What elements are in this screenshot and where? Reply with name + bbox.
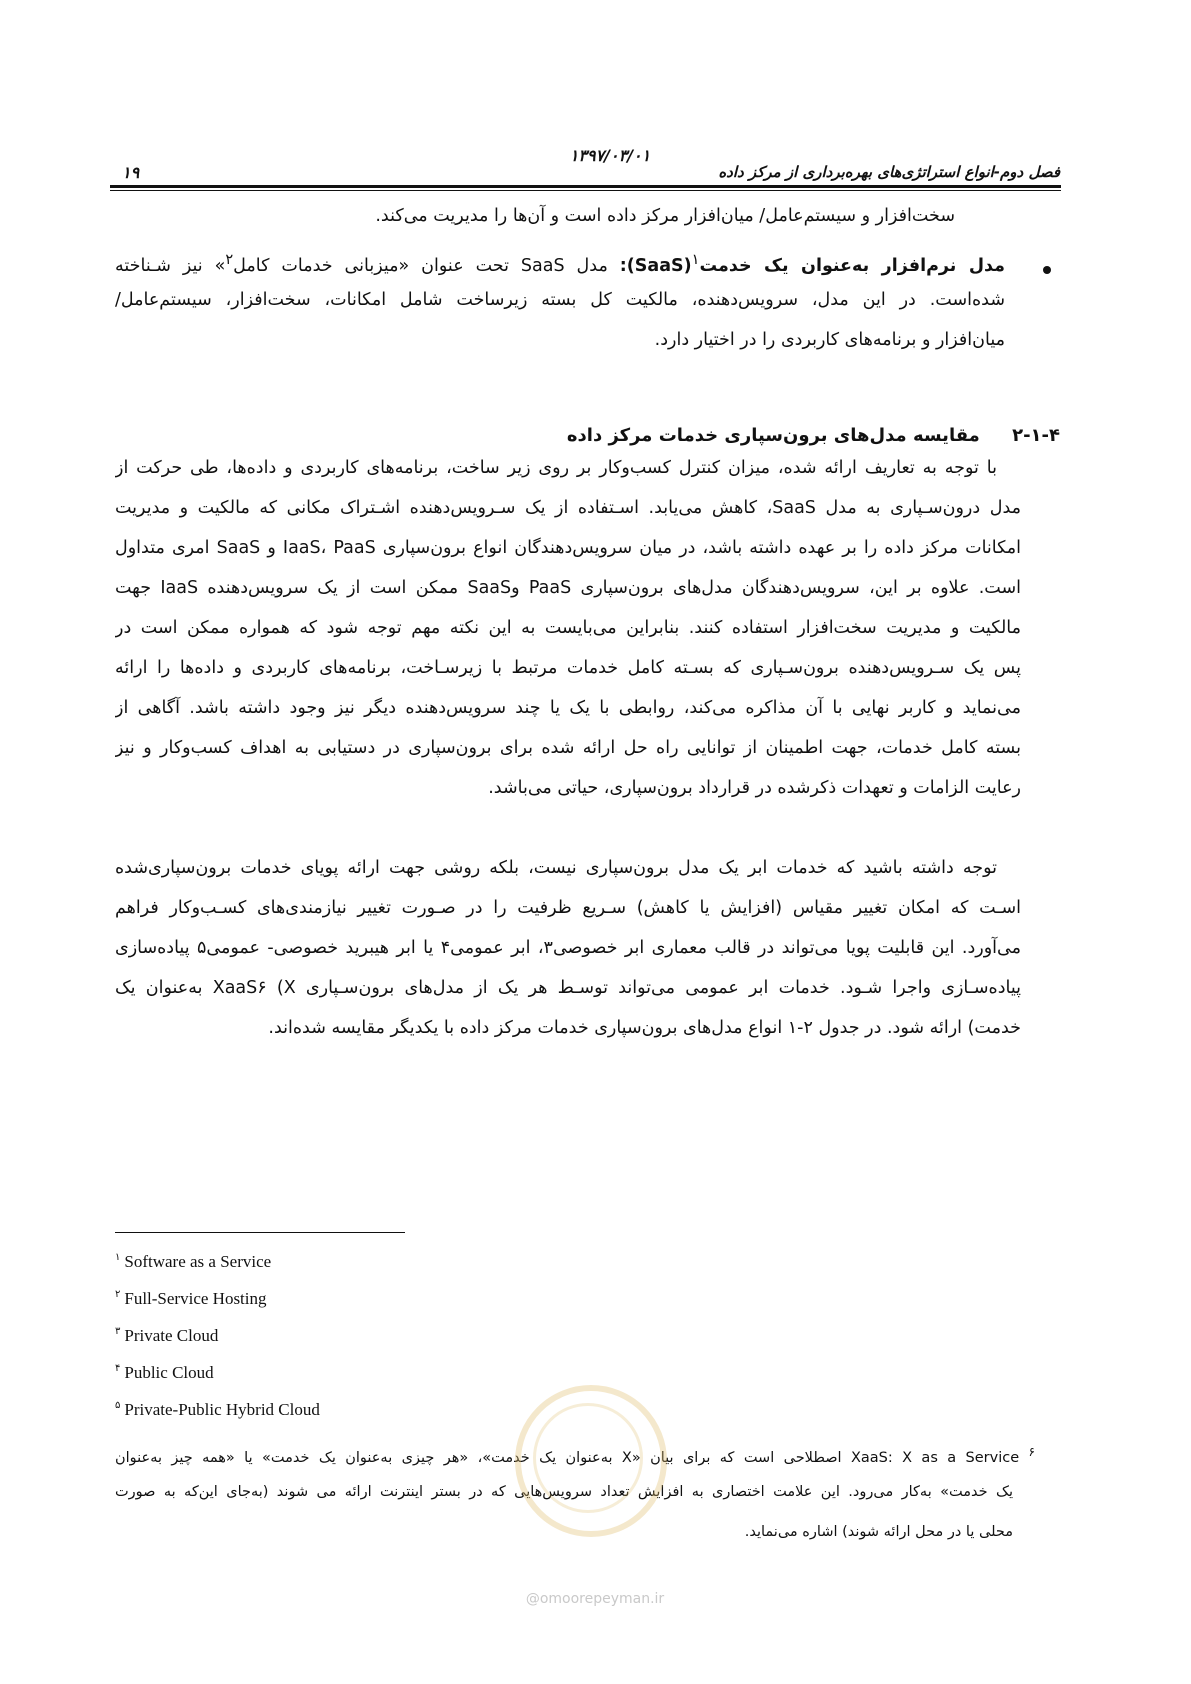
- footnote-ref: ۲: [225, 251, 234, 268]
- footnote-text: Full-Service Hosting: [124, 1289, 267, 1308]
- p2-line: اسـت که امکان تغییر مقیاس (افزایش یا کاهش) سـریع ظرفیت را در صـورت تغییر نیازمندی‌های کسـب‌وکار فراهم: [115, 898, 1021, 918]
- paragraph-1: [115, 448, 1021, 808]
- section-heading: [567, 425, 1060, 446]
- bullet-item-saas: [115, 240, 1035, 360]
- header-chapter-title: فصل دوم-انواع استراتژی‌های بهره‌برداری از مرکز داده: [718, 163, 1060, 181]
- watermark-logo: [515, 1385, 667, 1537]
- bullet-line-2: شده‌است. در این مدل، سرویس‌دهنده، مالکیت کل بسته زیرساخت شامل امکانات، سخت‌افزار، سیستم‌عامل/: [115, 290, 1005, 310]
- bullet-abbr: (SaaS):: [619, 255, 692, 276]
- bullet-term: مدل نرم‌افزار به‌عنوان یک خدمت: [699, 255, 1005, 276]
- section-number: ۲-۱-۴: [1012, 425, 1060, 446]
- paragraph-continuation: [115, 196, 1015, 236]
- bullet-line-3: میان‌افزار و برنامه‌های کاربردی را در اختیار دارد.: [654, 330, 1005, 350]
- footnote-number: ۱: [115, 1252, 121, 1264]
- watermark-site: @omoorepeyman.ir: [525, 1591, 665, 1607]
- footnote-separator: [115, 1232, 405, 1233]
- p2-line: خدمت) ارائه شود. در جدول ۲-۱ انواع مدل‌های برون‌سپاری خدمات مرکز داده با یکدیگر مقایسه شده‌اند.: [268, 1018, 1021, 1038]
- header-rule-thick: [110, 185, 1061, 188]
- header-rule-thin: [110, 190, 1061, 191]
- p1-line: مالکیت و مدیریت سخت‌افزار استفاده کنند. بنابراین می‌بایست به این نکته مهم توجه شود که همواره ممکن است در: [115, 618, 1021, 638]
- p2-line: پیاده‌سـازی واجرا شـود. خدمات ابر عمومی می‌تواند توسـط هر یک از مدل‌های برون‌سـپاری XaaS۶ (X به‌عنوان یک: [115, 978, 1021, 998]
- text-line: سخت‌افزار و سیستم‌عامل/ میان‌افزار مرکز داده است و آن‌ها را مدیریت می‌کند.: [375, 206, 955, 226]
- p1-line: با توجه به تعاریف ارائه شده، میزان کنترل کسب‌وکار بر روی زیر ساخت، برنامه‌های کاربردی و داده‌ها، طی حرکت از: [115, 458, 997, 478]
- footnote-text: Software as a Service: [124, 1252, 272, 1271]
- p1-line: مدل درون‌سـپاری به مدل SaaS، کاهش می‌یابد. اسـتفاده از یک سـرویس‌دهنده اشـتراک مکانی که مالکیت و مدیریت: [115, 498, 1021, 518]
- p2-line: می‌آورد. این قابلیت پویا می‌تواند در قالب معماری ابر خصوصی۳، ابر عمومی۴ یا ابر هیبرید خصوصی- عمومی۵ پیاده‌سازی: [115, 938, 1021, 958]
- footnote-ref: ۱: [691, 251, 700, 268]
- bullet-text: مدل SaaS تحت عنوان «میزبانی خدمات کامل: [233, 255, 608, 276]
- footnote-6-line: یک خدمت» به‌کار می‌رود. این علامت اختصاری به افزایش تعداد سرویس‌هایی که در بستر اینترنت ارائه می شوند (به‌جای این‌که به صورت: [115, 1484, 1013, 1500]
- paragraph-2: [115, 848, 1021, 1048]
- bullet-text-end: » نیز شـناخته: [115, 255, 226, 276]
- bullet-icon: [1043, 266, 1051, 274]
- p2-line: توجه داشته باشید که خدمات ابر یک مدل برون‌سپاری نیست، بلکه روشی جهت ارائه پویای خدمات برون‌سپاری‌شده: [115, 858, 997, 878]
- footnote-5: [115, 1400, 320, 1420]
- footnote-1: [115, 1252, 271, 1272]
- footnote-number: ۵: [115, 1400, 121, 1412]
- footnote-4: [115, 1363, 214, 1383]
- p1-line: بسته کامل خدمات، جهت اطمینان از توانایی راه حل ارائه شده برای برون‌سپاری در دستیابی به اهداف کسب‌وکار و نیز: [115, 738, 1021, 758]
- header-date: ۱۳۹۷/۰۳/۰۱: [569, 146, 651, 165]
- footnote-2: [115, 1289, 267, 1309]
- footnote-text: Public Cloud: [124, 1363, 214, 1382]
- watermark-logo-ring: [533, 1403, 643, 1513]
- footnote-text: Private Cloud: [124, 1326, 219, 1345]
- p1-line: است. علاوه بر این، سرویس‌دهندگان مدل‌های برون‌سپاری PaaS وSaaS ممکن است از یک سرویس‌دهنده IaaS جهت: [115, 578, 1021, 598]
- page-number: ۱۹: [122, 163, 140, 182]
- footnote-text: Private-Public Hybrid Cloud: [124, 1400, 320, 1419]
- bullet-line-1: [115, 240, 1035, 280]
- footnote-number: ۳: [115, 1326, 121, 1338]
- footnote-number: ۲: [115, 1289, 121, 1301]
- p1-line: می‌نماید و کاربر نهایی با آن مذاکره می‌کند، روابطی با یک یا چند سرویس‌دهنده دیگر نیز وجود داشته باشد. آگاهی از: [115, 698, 1021, 718]
- footnote-6-text: XaaS: X as a Service اصطلاحی است که برای بیان «X به‌عنوان یک خدمت»، «هر چیزی به‌عنوان یک خدمت» یا «همه چیز به‌عنوان: [115, 1449, 1020, 1466]
- p1-line: پس یک سـرویس‌دهنده برون‌سـپاری که بسـته کامل خدمات مرتبط با زیرسـاخت، برنامه‌های کاربردی و داده‌ها را ارائه: [115, 658, 1021, 678]
- footnote-number: ۶: [1028, 1445, 1035, 1459]
- footnote-3: [115, 1326, 218, 1346]
- footnote-number: ۴: [115, 1363, 121, 1375]
- section-title: مقایسه مدل‌های برون‌سپاری خدمات مرکز داده: [566, 425, 980, 446]
- footnote-6-line: محلی یا در محل ارائه شوند) اشاره می‌نماید.: [744, 1524, 1013, 1540]
- p1-line: امکانات مرکز داده را بر عهده داشته باشد، در میان سرویس‌دهندگان انواع برون‌سپاری IaaS، PaaS و SaaS امری متداول: [115, 538, 1021, 558]
- p1-line: رعایت الزامات و تعهدات ذکرشده در قرارداد برون‌سپاری، حیاتی می‌باشد.: [488, 778, 1021, 798]
